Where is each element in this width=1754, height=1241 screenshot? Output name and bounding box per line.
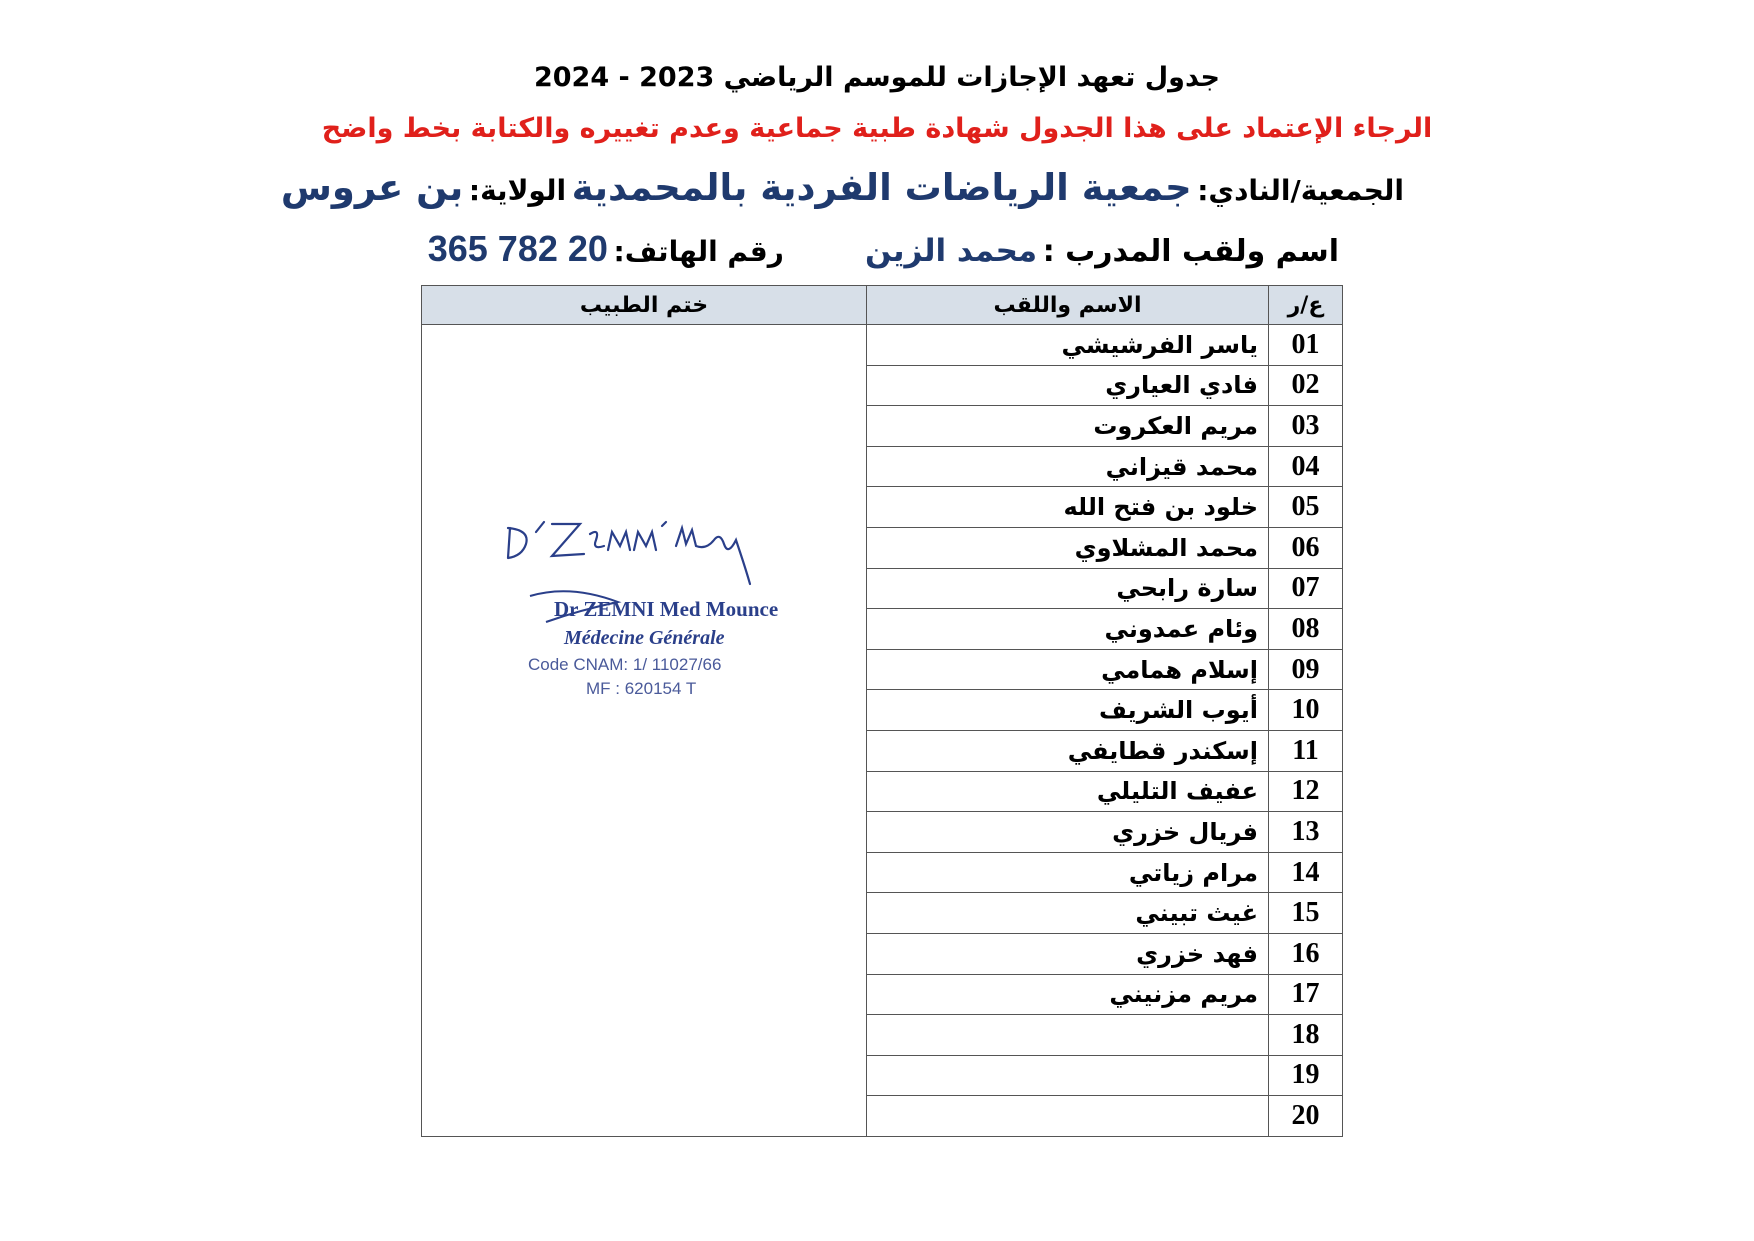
- athlete-name: أيوب الشريف: [867, 690, 1269, 731]
- athlete-name: إسلام همامي: [867, 649, 1269, 690]
- stamp-line-1: Dr ZEMNI Med Mounce: [554, 597, 779, 621]
- athlete-name: فهد خزري: [867, 933, 1269, 974]
- club-line: [281, 166, 1404, 209]
- row-number: 18: [1269, 1015, 1343, 1056]
- row-number: 06: [1269, 527, 1343, 568]
- row-number: 10: [1269, 690, 1343, 731]
- athlete-name: [867, 1015, 1269, 1056]
- athlete-name: مريم مزنيني: [867, 974, 1269, 1015]
- column-header-name: الاسم واللقب: [867, 286, 1269, 325]
- phone-label: رقم الهاتف:: [613, 235, 784, 268]
- stamp-line-4: MF : 620154 T: [586, 679, 697, 698]
- row-number: 07: [1269, 568, 1343, 609]
- doctor-stamp: [500, 510, 800, 740]
- athlete-name: مرام زياتي: [867, 852, 1269, 893]
- stamp-graphic: [500, 510, 800, 740]
- row-number: 20: [1269, 1096, 1343, 1137]
- row-number: 13: [1269, 812, 1343, 853]
- row-number: 19: [1269, 1055, 1343, 1096]
- stamp-line-3: Code CNAM: 1/ 11027/66: [528, 655, 722, 674]
- handwritten-signature: [508, 522, 750, 584]
- athlete-name: عفيف التليلي: [867, 771, 1269, 812]
- table-row: [422, 325, 1343, 366]
- coach-label: اسم ولقب المدرب :: [1042, 234, 1339, 269]
- athlete-name: وئام عمدوني: [867, 609, 1269, 650]
- state-label: الولاية:: [468, 174, 567, 207]
- club-name: جمعية الرياضات الفردية بالمحمدية: [571, 166, 1192, 209]
- row-number: 01: [1269, 325, 1343, 366]
- athlete-name: محمد المشلاوي: [867, 527, 1269, 568]
- row-number: 08: [1269, 609, 1343, 650]
- athlete-name: خلود بن فتح الله: [867, 487, 1269, 528]
- athlete-name: إسكندر قطايفي: [867, 730, 1269, 771]
- table-header-row: [422, 286, 1343, 325]
- athlete-name: مريم العكروت: [867, 406, 1269, 447]
- athlete-name: [867, 1055, 1269, 1096]
- state-name: بن عروس: [280, 166, 464, 209]
- athlete-name: فادي العياري: [867, 365, 1269, 406]
- row-number: 14: [1269, 852, 1343, 893]
- coach-line: [428, 228, 1339, 270]
- coach-name: محمد الزين: [865, 233, 1038, 269]
- stamp-print: [528, 591, 778, 698]
- row-number: 16: [1269, 933, 1343, 974]
- row-number: 15: [1269, 893, 1343, 934]
- column-header-number: ع/ر: [1269, 286, 1343, 325]
- row-number: 09: [1269, 649, 1343, 690]
- athlete-name: فريال خزري: [867, 812, 1269, 853]
- column-header-stamp: ختم الطبيب: [422, 286, 867, 325]
- athlete-name: سارة رابحي: [867, 568, 1269, 609]
- row-number: 05: [1269, 487, 1343, 528]
- athlete-name: محمد قيزاني: [867, 446, 1269, 487]
- row-number: 02: [1269, 365, 1343, 406]
- phone-number: 20 782 365: [427, 228, 608, 269]
- row-number: 12: [1269, 771, 1343, 812]
- row-number: 03: [1269, 406, 1343, 447]
- row-number: 04: [1269, 446, 1343, 487]
- athlete-name: ياسر الفرشيشي: [867, 325, 1269, 366]
- athlete-name: [867, 1096, 1269, 1137]
- row-number: 11: [1269, 730, 1343, 771]
- instruction-text: الرجاء الإعتماد على هذا الجدول شهادة طبية جماعية وعدم تغييره والكتابة بخط واضح: [321, 113, 1433, 144]
- club-label: الجمعية/النادي:: [1197, 174, 1404, 207]
- stamp-line-2: Médecine Générale: [564, 627, 725, 649]
- document-title: جدول تعهد الإجازات للموسم الرياضي 2023 - 2024: [533, 62, 1221, 93]
- row-number: 17: [1269, 974, 1343, 1015]
- athlete-name: غيث تبيني: [867, 893, 1269, 934]
